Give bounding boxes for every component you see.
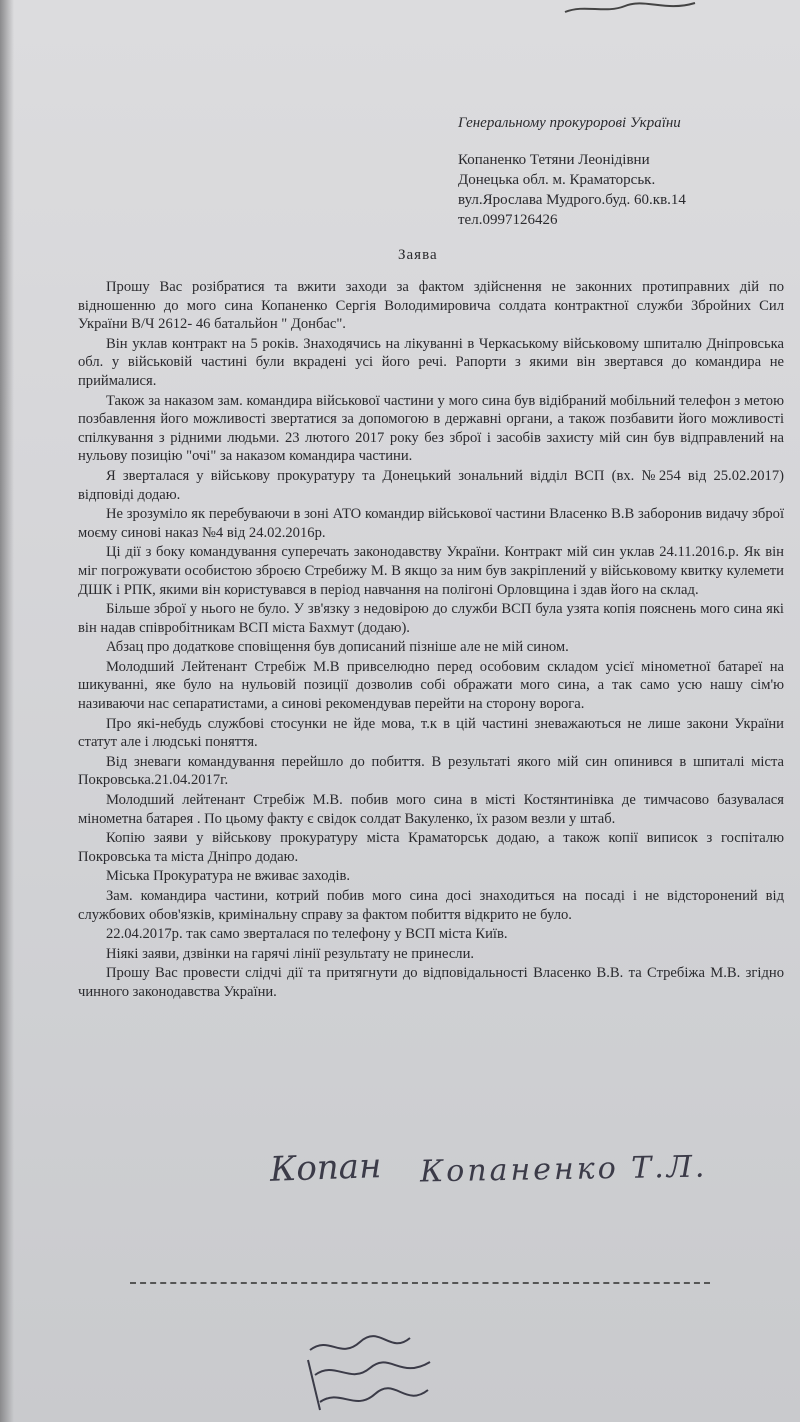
- paragraph: Про які-небудь службові стосунки не йде мова, т.к в цій частині зневажаються не лише закони України статут але і людські поняття.: [78, 715, 784, 751]
- document: [78, 0, 790, 1422]
- paragraph: Копію заяви у військову прокуратуру міста Краматорськ додаю, а також копії виписок з госпіталю Покровська та міста Дніпро додаю.: [78, 830, 784, 865]
- paragraph: 22.04.2017р. так само зверталася по телефону у ВСП міста Київ.: [106, 926, 508, 943]
- paragraph: Ніякі заяви, дзвінки на гарячі лінії результату не принесли.: [106, 945, 475, 962]
- paragraph: Також за наказом зам. командира військової частини у мого сина був відібраний мобільний телефон з метою позбавлення його можливості звертатися за допомогою в державні органи, а також позбавити його можливості спілкування з рідними людьми. 23 лютого 2017 року без зброї і засобів захисту мій син був відправлений на нульову позицію "очі" за наказом командира частини.: [78, 392, 784, 465]
- paragraph: Молодший лейтенант Стребіж М.В. побив мого сина в місті Костянтинівка де тимчасово базувалася мінометна батарея . По цьому факту є свідок солдат Вакуленко, їх разом везли у штаб.: [78, 792, 784, 827]
- paragraph: Більше зброї у нього не було. У зв'язку з недовірою до служби ВСП була узята копія пояснень мого сина які він надав співробітникам ВСП міста Бахмут (додаю).: [78, 601, 784, 636]
- sender-name: Копаненко Тетяни Леонідівни: [458, 152, 650, 168]
- sender-phone: тел.0997126426: [458, 212, 558, 228]
- statement-body: [78, 278, 784, 1003]
- paragraph: Я зверталася у військову прокуратуру та Донецький зональний відділ ВСП (вх. №254 від 25.02.2017) відповіді додаю.: [78, 467, 784, 503]
- paragraph: Від зневаги командування перейшло до побиття. В результаті якого мій син опинився в шпиталі міста Покровська.21.04.2017г.: [78, 753, 784, 789]
- paragraph: Ці дії з боку командування суперечать законодавству України. Контракт мій син уклав 24.11.2016.р. Як він міг погрожувати особистою зброєю Стребижу М. В якщо за ним був закріплений у військовому квитку кулемети ДШК і РПК, якими він користувався в період навчання на полігоні Орловщина і здав його на склад.: [78, 544, 784, 598]
- handwritten-signature: Копан: [269, 1146, 383, 1190]
- paragraph: Зам. командира частини, котрий побив мого сина досі знаходиться на посаді і не відсторонений від службових обов'язків, кримінальну справу за фактом побиття відкрито не було.: [78, 888, 784, 923]
- paragraph: Не зрозуміло як перебуваючи в зоні АТО командир військової частини Власенко В.В заборонив видачу зброї моєму синові наказ №4 від 24.02.2016р.: [78, 506, 784, 541]
- cut-line-divider: [130, 1282, 710, 1284]
- paragraph: Міська Прокуратура не вживає заходів.: [106, 868, 351, 885]
- handwritten-name: Копаненко Т.Л.: [419, 1149, 708, 1190]
- sender-block: [458, 150, 778, 230]
- document-title: Заява: [398, 247, 438, 263]
- paragraph: Абзац про додаткове сповіщення був дописаний пізніше але не мій сином.: [106, 639, 569, 656]
- paragraph: Він уклав контракт на 5 років. Знаходячись на лікуванні в Черкаському військовому шпиталю Дніпровська обл. у військовій частині були вкрадені усі його речі. Рапорти з якими він звертався до командира не приймалися.: [78, 335, 784, 389]
- paragraph: Прошу Вас розібратися та вжити заходи за фактом здійснення не законних протиправних дій по відношенню до мого сина Копаненко Сергія Володимировича солдата контрактної служби Збройних Сил України В/Ч 2612- 46 батальйон " Донбас".: [78, 279, 784, 333]
- sender-street: вул.Ярослава Мудрого.буд. 60.кв.14: [458, 192, 686, 208]
- paragraph: Молодший Лейтенант Стребіж М.В привселюдно перед особовим складом усієї мінометної батареї на шикуванні, яке було на нульовій позиції дозволив собі ображати мого сина, а так само усю нашу сім'ю називаючи нас сепаратистами, а синові рекомендував перейти на сторону ворога.: [78, 658, 784, 713]
- paragraph: Прошу Вас провести слідчі дії та притягнути до відповідальності Власенко В.В. та Стребіжа М.В. згідно чинного законодавства України.: [78, 965, 784, 1000]
- addressee-line: Генеральному прокуророві України: [458, 115, 681, 131]
- bottom-handwritten-note: [300, 1330, 440, 1420]
- paper-edge-shadow: [0, 0, 14, 1422]
- sender-city: Донецька обл. м. Краматорськ.: [458, 172, 656, 188]
